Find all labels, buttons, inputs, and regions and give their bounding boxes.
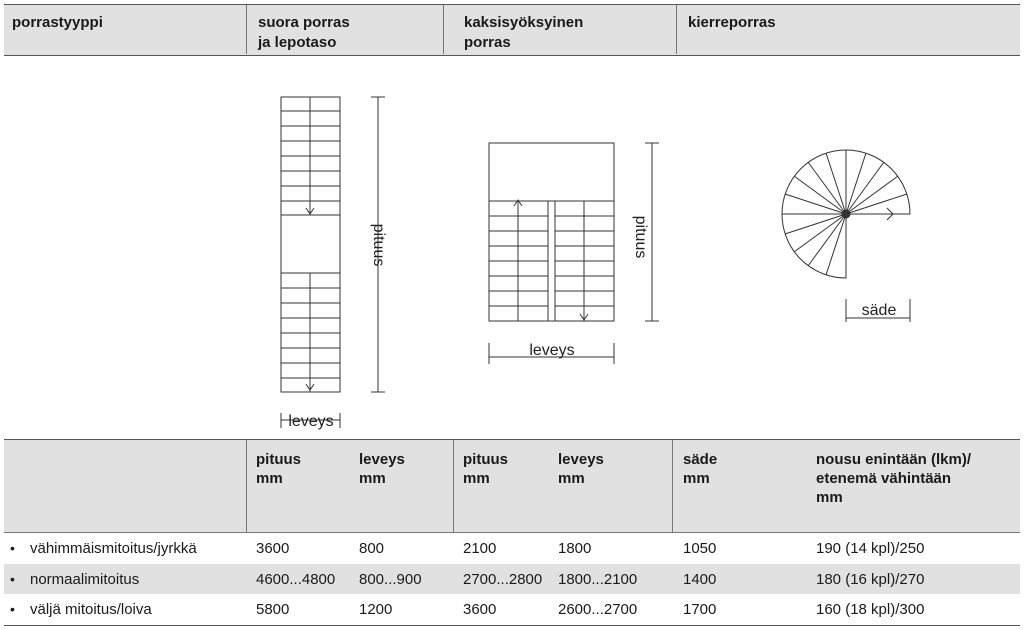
dimensions-table-header — [4, 439, 1020, 533]
col-straight-width-unit: mm — [359, 470, 386, 487]
col-straight-length — [256, 450, 301, 488]
double-flight-stair-drawing — [489, 143, 614, 321]
bullet: • — [10, 601, 15, 617]
double-length-label: pituus — [632, 215, 649, 259]
cell-double-length: 2100 — [463, 540, 497, 557]
col-spiral-radius — [683, 450, 717, 488]
bullet: • — [10, 571, 15, 587]
col-spiral-radius-title: säde — [683, 451, 718, 468]
col-rise-going-unit: mm — [816, 489, 843, 506]
col-straight-length-title: pituus — [256, 451, 301, 468]
cell-straight-width: 800 — [359, 540, 385, 557]
col-double-width — [558, 450, 604, 488]
straight-stair-drawing — [281, 97, 340, 392]
cell-rise-going: 180 (16 kpl)/270 — [816, 571, 925, 588]
cell-straight-width: 800...900 — [359, 571, 422, 588]
table-row — [4, 564, 1020, 594]
header-stair-type: porrastyyppi — [12, 14, 103, 31]
cell-straight-length: 4600...4800 — [256, 571, 336, 588]
header-double-line2: porras — [464, 34, 511, 51]
row-name: normaalimitoitus — [30, 571, 140, 588]
cell-straight-length: 5800 — [256, 601, 290, 618]
cell-rise-going: 160 (18 kpl)/300 — [816, 601, 925, 618]
cell-double-width: 2600...2700 — [558, 601, 638, 618]
table-bottom-rule — [4, 625, 1020, 626]
stair-plan-drawings — [0, 60, 1024, 435]
col-straight-length-unit: mm — [256, 470, 283, 487]
col-straight-width-title: leveys — [359, 451, 405, 468]
header-double-stair — [464, 13, 583, 53]
table-divider-3 — [672, 440, 673, 532]
col-rise-going — [816, 450, 971, 507]
col-double-width-title: leveys — [558, 451, 604, 468]
straight-width-label: leveys — [288, 413, 334, 430]
stair-type-header — [4, 4, 1020, 56]
col-rise-going-line1: nousu enintään (lkm)/ — [816, 451, 972, 468]
cell-double-length: 3600 — [463, 601, 497, 618]
header-divider-2 — [443, 5, 444, 54]
table-row — [4, 594, 1020, 624]
cell-spiral-radius: 1700 — [683, 601, 717, 618]
spiral-radius-label: säde — [861, 302, 897, 319]
cell-double-length: 2700...2800 — [463, 571, 543, 588]
col-double-length — [463, 450, 508, 488]
header-divider-1 — [246, 5, 247, 54]
col-straight-width — [359, 450, 405, 488]
cell-spiral-radius: 1050 — [683, 540, 717, 557]
col-rise-going-line2: etenemä vähintään — [816, 470, 952, 487]
double-width-label: leveys — [529, 342, 575, 359]
spiral-stair-drawing — [782, 150, 910, 278]
cell-straight-width: 1200 — [359, 601, 393, 618]
bullet: • — [10, 540, 15, 556]
row-name: väljä mitoitus/loiva — [30, 601, 152, 618]
cell-double-width: 1800...2100 — [558, 571, 638, 588]
cell-double-width: 1800 — [558, 540, 592, 557]
table-divider-1 — [246, 440, 247, 532]
table-row — [4, 533, 1020, 563]
cell-straight-length: 3600 — [256, 540, 290, 557]
cell-rise-going: 190 (14 kpl)/250 — [816, 540, 925, 557]
col-double-length-unit: mm — [463, 470, 490, 487]
header-straight-line1: suora porras — [258, 14, 350, 31]
straight-length-label: pituus — [370, 223, 387, 267]
header-double-line1: kaksisyöksyinen — [464, 14, 584, 31]
header-spiral-stair: kierreporras — [688, 14, 776, 31]
header-divider-3 — [676, 5, 677, 54]
col-double-length-title: pituus — [463, 451, 508, 468]
col-double-width-unit: mm — [558, 470, 585, 487]
col-spiral-radius-unit: mm — [683, 470, 710, 487]
row-name: vähimmäismitoitus/jyrkkä — [30, 540, 197, 557]
header-straight-stair — [258, 13, 350, 53]
cell-spiral-radius: 1400 — [683, 571, 717, 588]
header-straight-line2: ja lepotaso — [258, 34, 337, 51]
table-divider-2 — [453, 440, 454, 532]
